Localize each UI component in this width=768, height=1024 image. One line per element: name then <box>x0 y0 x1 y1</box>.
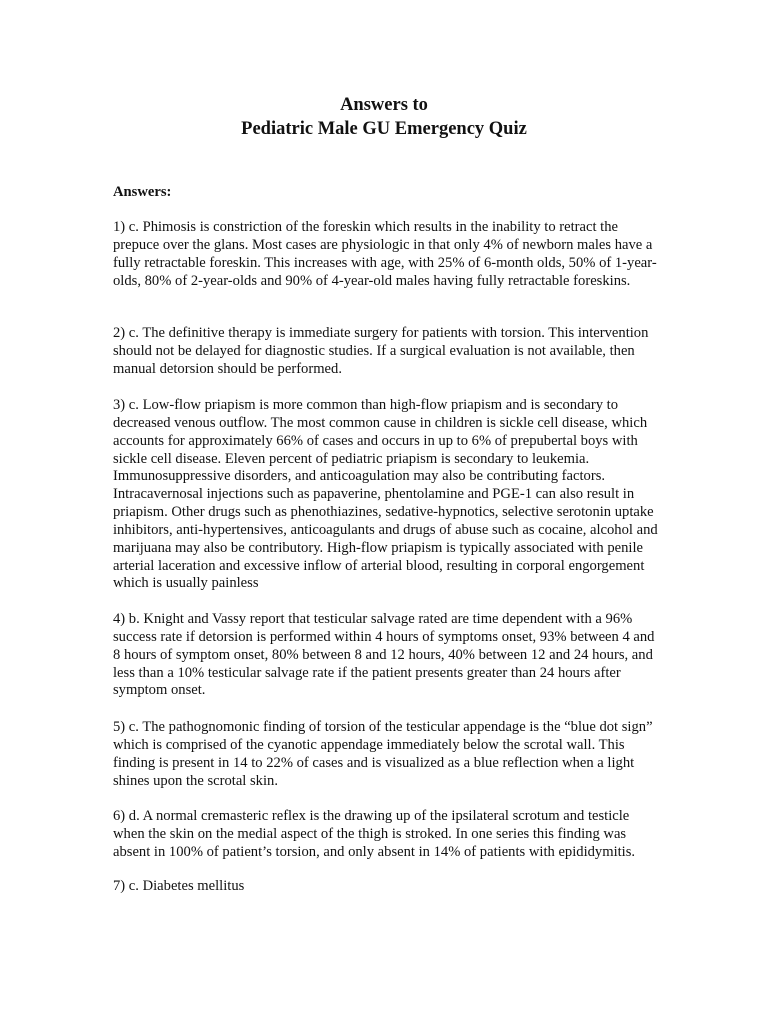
title-line-2: Pediatric Male GU Emergency Quiz <box>241 119 527 139</box>
answer-7: 7) c. Diabetes mellitus <box>113 878 245 894</box>
document-title <box>0 93 768 141</box>
answer-5: 5) c. The pathognomonic finding of torsion of the testicular appendage is the “blue dot sign” which is comprised of the cyanotic appendage immediately below the scrotal wall. This finding is present in 14 to 22% of cases and is visualized as a blue reflection when a light shines upon the scrotal skin. <box>113 719 653 789</box>
title-line-1: Answers to <box>340 95 428 115</box>
answer-6: 6) d. A normal cremasteric reflex is the drawing up of the ipsilateral scrotum and testicle when the skin on the medial aspect of the thigh is stroked. In one series this finding was absent in 100% of patient’s torsion, and only absent in 14% of patients with epididymitis. <box>113 808 636 860</box>
answer-1: 1) c. Phimosis is constriction of the foreskin which results in the inability to retract the prepuce over the glans. Most cases are physiologic in that only 4% of newborn males have a fully retractable foreskin. This increases with age, with 25% of 6-month olds, 50% of 1-year-olds, 80% of 2-year-olds and 90% of 4-year-old males having fully retractable foreskins. <box>113 219 657 289</box>
answer-4: 4) b. Knight and Vassy report that testicular salvage rated are time dependent with a 96% success rate if detorsion is performed within 4 hours of symptoms onset, 93% between 4 and 8 hours of symptom onset, 80% between 8 and 12 hours, 40% between 12 and 24 hours, and less than a 10% testicular salvage rate if the patient presents greater than 24 hours after symptom onset. <box>113 611 655 699</box>
answer-2: 2) c. The definitive therapy is immediate surgery for patients with torsion. This intervention should not be delayed for diagnostic studies. If a surgical evaluation is not available, then manual detorsion should be performed. <box>113 325 649 377</box>
answers-heading: Answers: <box>113 184 172 200</box>
answer-3: 3) c. Low-flow priapism is more common than high-flow priapism and is secondary to decreased venous outflow. The most common cause in children is sickle cell disease, which accounts for approximately 66% of cases and occurs in up to 6% of prepubertal boys with sickle cell disease. Eleven percent of pediatric priapism is secondary to leukemia. Immunosuppressive disorders, and anticoagulation may also be contributing factors. Intracavernosal injections such as papaverine, phentolamine and PGE-1 can also result in priapism. Other drugs such as phenothiazines, sedative-hypnotics, selective serotonin uptake inhibitors, anti-hypertensives, anticoagulants and drugs of abuse such as cocaine, alcohol and marijuana may also be contributory. High-flow priapism is typically associated with penile arterial laceration and excessive inflow of arterial blood, resulting in corporal engorgement which is usually painless <box>113 397 658 592</box>
